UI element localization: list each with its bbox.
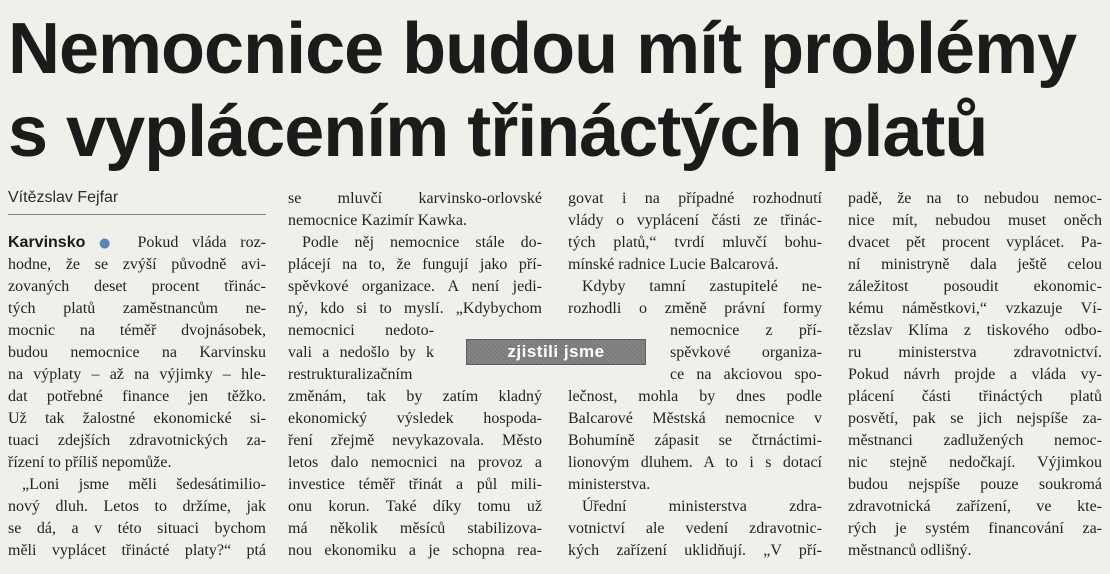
column-4-line: nic stejně nedočkají. Výjimkou <box>848 454 1102 471</box>
column-2-line: ření zřejmě nevykazovala. Město <box>288 432 542 449</box>
column-2-line: restrukturalizačním <box>288 366 413 383</box>
column-1-line: hodne, že se zvýší původně avi- <box>8 256 266 273</box>
column-2-line: vali a nedošlo by k <box>288 344 434 361</box>
column-4-line: ní ministryně dala ještě celou <box>848 256 1102 273</box>
column-2-line: nemocnice Kazimír Kawka. <box>288 212 468 229</box>
column-4-line: tězslav Klíma z tiskového odbo- <box>848 322 1102 339</box>
column-4-line: zdravotnická zařízení, ve kte- <box>848 498 1102 515</box>
column-2-line: nemocnici nedoto- <box>288 322 434 339</box>
column-4-line: dvacet pět procent vyplácet. Pa- <box>848 234 1102 251</box>
headline-line-2: s vyplácením třináctých platů <box>8 92 988 172</box>
article-column-2 <box>288 188 542 562</box>
column-3-line: Úřední ministerstva zdra- <box>582 498 822 515</box>
column-4-line: městnanců odlišný. <box>848 542 972 559</box>
column-1-line: řízení to příliš nepomůže. <box>8 454 172 471</box>
column-4-line: záležitost posoudit ekonomic- <box>848 278 1102 295</box>
column-2-line: plácejí na to, že fungují jako pří- <box>288 256 542 273</box>
column-1-line: mocnic na téměř dvojnásobek, <box>8 322 266 339</box>
column-3-line: ministerstva. <box>568 476 651 493</box>
column-3-line: rozhodli o změně právní formy <box>568 300 822 317</box>
column-1-line: Už tak žalostné ekonomické si- <box>8 410 266 427</box>
column-2-line: letos dalo nemocnici na provoz a <box>288 454 542 471</box>
column-4-line: kému náměstkovi,“ vzkazuje Ví- <box>848 300 1102 317</box>
column-3-line: kých zařízení uklidňují. „V pří- <box>568 542 822 559</box>
column-1-line <box>8 232 266 254</box>
column-3-line: Bohumíně zápasit se čtrnáctimi- <box>568 432 822 449</box>
column-3-line: Kdyby tamní zastupitelé ne- <box>582 278 822 295</box>
column-1-line: dat potřebné finance jen těžko. <box>8 388 266 405</box>
column-4-line: plácení části třináctých platů <box>848 388 1102 405</box>
column-4-line: Pokud návrh projde a vláda vy- <box>848 366 1102 383</box>
headline <box>8 8 1104 174</box>
headline-line-1: Nemocnice budou mít problémy <box>8 9 1077 89</box>
author-byline: Vítězslav Fejfar <box>8 189 119 206</box>
column-3-line: lionovým dluhem. A to i s dotací <box>568 454 822 471</box>
column-1-line: na výplaty – až na výjimky – hle- <box>8 366 266 383</box>
column-1-line: tých platů zaměstnancům ne- <box>8 300 266 317</box>
column-3-line: ce na akciovou spo- <box>670 366 822 383</box>
column-2-line: ekonomický výsledek hospoda- <box>288 410 542 427</box>
article-column-3 <box>568 188 822 562</box>
column-2-line: onu korun. Také díky tomu už <box>288 498 542 515</box>
column-1-line: tuaci zdejších zdravotnických za- <box>8 432 266 449</box>
column-2-line: se mluvčí karvinsko-orlovské <box>288 190 542 207</box>
article-column-1 <box>8 232 266 562</box>
column-1-line-text: Pokud vláda roz- <box>123 234 266 251</box>
column-2-line: nou ekonomiku a je schopna rea- <box>288 542 542 559</box>
column-2-line: má několik měsíců stabilizova- <box>288 520 542 537</box>
column-2-line: změnám, tak by zatím kladný <box>288 388 542 405</box>
column-1-line: se dá, a v této situaci bychom <box>8 520 266 537</box>
column-2-line: investice téměř třinát a půl mili- <box>288 476 542 493</box>
column-3-line: tých platů,“ tvrdí mluvčí bohu- <box>568 234 822 251</box>
column-3-line: vlády o vyplácení části ze třinác- <box>568 212 822 229</box>
column-4-line: rých je systém financování za- <box>848 520 1102 537</box>
column-3-line: nemocnice z pří- <box>670 322 822 339</box>
column-4-line: budou nejspíše pouze soukromá <box>848 476 1102 493</box>
column-4-line: ru ministerstva zdravotnictví. <box>848 344 1102 361</box>
column-4-line: padě, že na to nebudou nemoc- <box>848 190 1102 207</box>
column-1-line: měli vyplácet třinácté platy?“ ptá <box>8 542 266 559</box>
section-badge: zjistili jsme <box>466 339 646 365</box>
column-2-line: Podle něj nemocnice stále do- <box>302 234 542 251</box>
column-4-line: nice mít, nebudou muset oněch <box>848 212 1102 229</box>
column-1-line: „Loni jsme měli šedesátimilio- <box>22 476 266 493</box>
column-3-line: lečnost, mohla by dnes podle <box>568 388 822 405</box>
column-4-line: městnanci zadlužených nemoc- <box>848 432 1102 449</box>
column-3-line: spěvkové organiza- <box>670 344 822 361</box>
column-2-line: ný, kdo si to myslí. „Kdybychom <box>288 300 542 317</box>
bullet-icon: ● <box>89 236 120 251</box>
column-3-line: govat i na případné rozhodnutí <box>568 190 822 207</box>
column-4-line: posvětí, pak se jich nejspíše za- <box>848 410 1102 427</box>
column-3-line: mínské radnice Lucie Balcarová. <box>568 256 779 273</box>
dateline: Karvinsko <box>8 234 86 251</box>
column-1-line: budou nemocnice na Karvinsku <box>8 344 266 361</box>
column-3-line: Balcarové Městská nemocnice v <box>568 410 822 427</box>
column-3-line: votnictví ale vedení zdravotnic- <box>568 520 822 537</box>
column-1-line: nový dluh. Letos to držíme, jak <box>8 498 266 515</box>
column-1-line: zovaných deset procent třinác- <box>8 278 266 295</box>
article-column-4 <box>848 188 1102 562</box>
column-2-line: spěvkové organizace. A není jedi- <box>288 278 542 295</box>
byline-divider <box>8 214 266 215</box>
